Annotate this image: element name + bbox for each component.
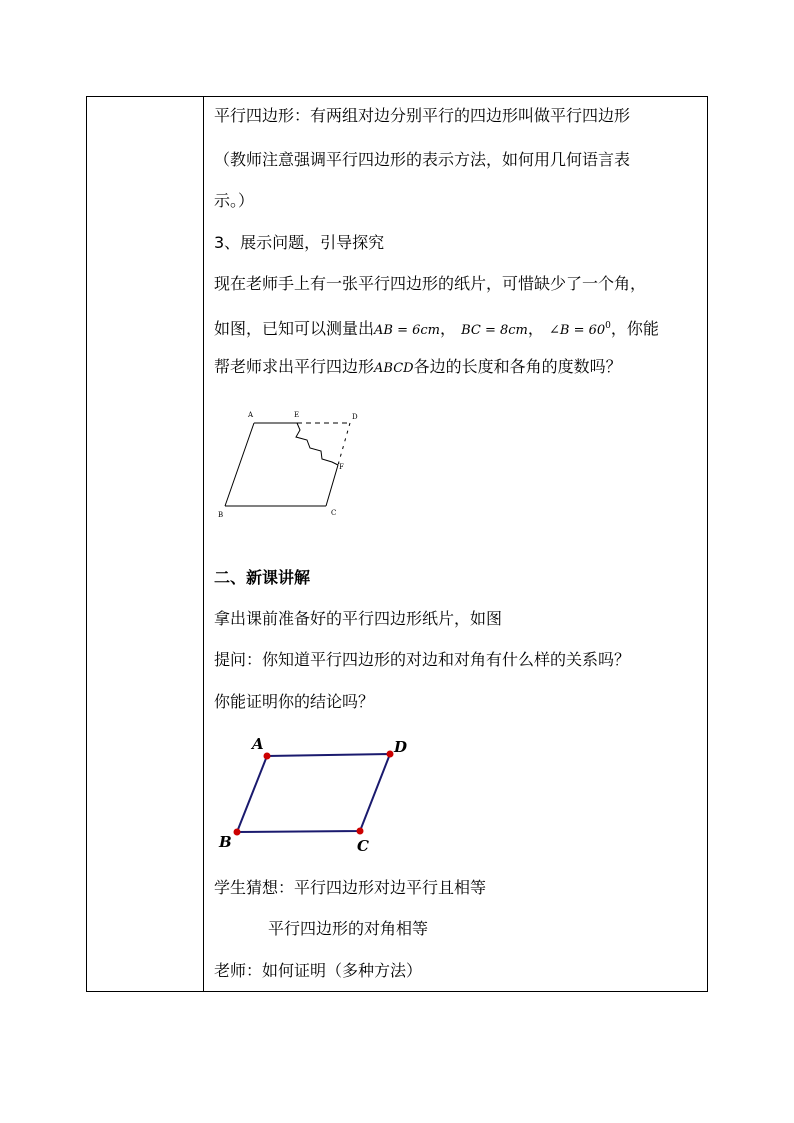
section2-heading: 二、新课讲解 [214, 568, 311, 587]
torn-edge [296, 423, 338, 465]
teacher-note-line-1: （教师注意强调平行四边形的表示方法，如何用几何语言表 [214, 150, 631, 169]
conjecture-line-1: 学生猜想：平行四边形对边平行且相等 [214, 878, 487, 897]
label-a: A [248, 411, 254, 419]
label-f: F [339, 463, 344, 471]
degree-mark: 0 [605, 321, 611, 331]
edge-df-missing [338, 423, 350, 465]
lesson-table [86, 96, 708, 992]
separator-2: ， [527, 319, 544, 338]
label-d: D [352, 413, 358, 421]
problem-line-3-prefix: 帮老师求出平行四边形 [214, 357, 375, 376]
vertex-b [234, 829, 241, 836]
label-c: C [357, 837, 369, 855]
label-b: B [218, 511, 224, 519]
step3-heading: 3、展示问题，引导探究 [214, 233, 385, 252]
separator-1: ， [440, 319, 457, 338]
angle-b-expr [549, 323, 611, 338]
content-cell [204, 97, 707, 991]
definition-text: 平行四边形：有两组对边分别平行的四边形叫做平行四边形 [214, 106, 631, 125]
vertex-a [264, 753, 271, 760]
problem-line-2-suffix: ，你能 [610, 319, 659, 338]
torn-parallelogram-figure [214, 407, 364, 522]
problem-line-3-suffix: 各边的长度和各角的度数吗？ [413, 357, 622, 376]
edge-ab [225, 423, 254, 506]
label-a: A [252, 735, 264, 753]
ab-length-expr: AB = 6cm [374, 323, 440, 338]
problem-line-3 [214, 357, 622, 379]
section2-line-1: 拿出课前准备好的平行四边形纸片，如图 [214, 609, 503, 628]
section2-line-3: 你能证明你的结论吗？ [214, 692, 375, 711]
parallelogram-figure [214, 730, 414, 860]
label-c: C [331, 509, 337, 517]
angle-b-value: ∠B = 60 [549, 323, 606, 338]
teacher-line: 老师：如何证明（多种方法） [214, 961, 423, 980]
label-b: B [219, 833, 232, 851]
teacher-note-line-2: 示。） [214, 191, 255, 210]
problem-line-2-prefix: 如图，已知可以测量出 [214, 319, 375, 338]
bc-length-expr: BC = 8cm [461, 323, 528, 338]
vertex-d [387, 751, 394, 758]
edge-cf [326, 465, 338, 506]
abcd-label: ABCD [374, 361, 414, 376]
problem-line-1: 现在老师手上有一张平行四边形的纸片，可惜缺少了一个角， [214, 274, 647, 293]
section2-line-2: 提问：你知道平行四边形的对边和对角有什么样的关系吗？ [214, 650, 631, 669]
problem-line-2 [214, 316, 659, 341]
parallelogram-abcd [237, 754, 390, 832]
conjecture-line-2: 平行四边形的对角相等 [268, 919, 429, 938]
label-d: D [394, 738, 408, 756]
vertex-c [357, 828, 364, 835]
label-e: E [294, 411, 300, 419]
